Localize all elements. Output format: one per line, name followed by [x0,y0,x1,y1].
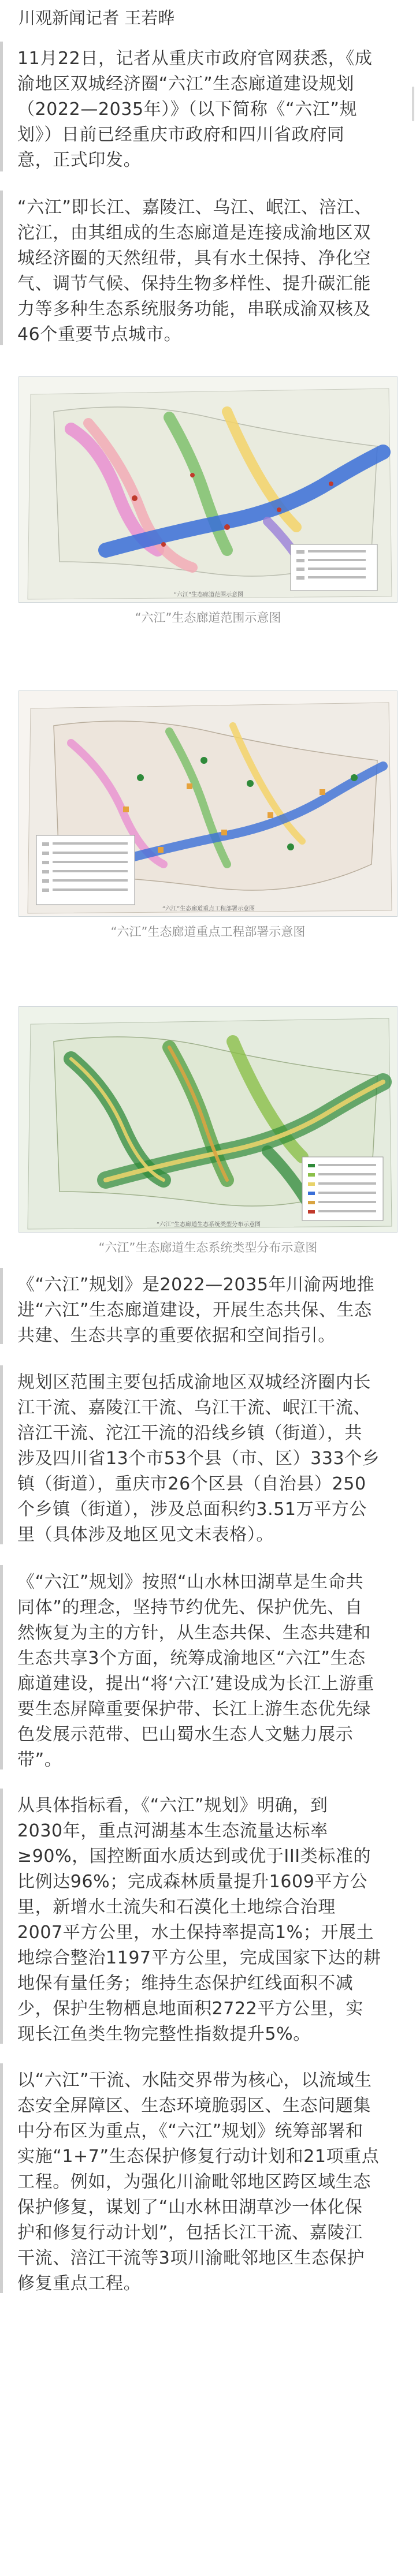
article-paragraph [0,1789,416,2044]
paragraph-line: 进“六江”生态廊道建设，开展生态共保、生态 [17,1300,372,1320]
paragraph-left-bar [0,1565,3,1769]
paragraph-line: 意，正式印发。 [17,150,142,170]
paragraph-line: 实施“1+7”生态保护修复行动计划和21项重点 [17,2146,380,2167]
paragraph-line: 11月22日，记者从重庆市政府官网获悉，《成 [17,48,373,69]
figure-caption: “六江”生态廊道重点工程部署示意图 [110,925,306,939]
paragraph-line: 中分布区为重点，《“六江”规划》统筹部署和 [17,2121,363,2141]
paragraph-line: 渝地区双城经济圈“六江”生态廊道建设规划 [17,74,355,94]
map-inline-label: “六江”生态廊道生态系统类型分布示意图 [156,1222,261,1228]
paragraph-left-bar [0,1268,3,1344]
paragraph-line: 划》）日前已经重庆市政府和四川省政府同 [17,125,345,145]
paragraph-line: 46个重要节点城市。 [17,324,182,345]
paragraph-left-bar [0,2063,3,2293]
figure-caption: “六江”生态廊道范围示意图 [135,611,281,625]
paragraph-line: 气、调节气候、保持生物多样性、提升碳汇能 [17,274,371,294]
paragraph-line: （2022—2035年）》（以下简称《“六江”规 [17,99,358,120]
paragraph-line: 现长江鱼类生物完整性指数提升5%。 [17,2024,311,2044]
key-projects-map [19,691,398,917]
paragraph-line: 镇（街道），重庆市26个区县（自治县）250 [17,1474,366,1494]
paragraph-line: 以“六江”干流、水陆交界带为核心，以流域生 [17,2070,372,2090]
paragraph-line: ≥90%，国控断面水质达到或优于III类标准的 [17,1846,372,1866]
paragraph-line: 2030年，重点河湖基本生态流量达标率 [17,1821,328,1841]
paragraph-line: 保护修复，谋划了“山水林田湖草沙一体化保 [17,2197,363,2217]
paragraph-line: 《“六江”规划》按照“山水林田湖草是生命共 [17,1572,364,1592]
paragraph-line: 个乡镇（街道），涉及总面积约3.51万平方公 [17,1499,367,1520]
paragraph-line: 共建、生态共享的重要依据和空间指引。 [17,1326,336,1346]
paragraph-line: 生态共享3个方面，统筹成渝地区“六江”生态 [17,1648,366,1668]
paragraph-left-bar [0,1365,3,1544]
map-inline-label: “六江”生态廊道范围示意图 [173,592,244,598]
paragraph-left-bar [0,191,3,345]
paragraph-line: 地综合整治1197平方公里，完成国家下达的耕 [17,1948,381,1968]
paragraph-line: 涪江干流、沱江干流的沿线乡镇（街道），共 [17,1423,362,1443]
article-paragraph [0,2063,416,2293]
paragraph-line: 2007平方公里，水土保持率提高1%；开展土 [17,1922,374,1943]
paragraph-line: 涉及四川省13个市53个县（市、区）333个乡 [17,1448,380,1469]
article-paragraph [0,42,416,171]
paragraph-line: 江干流、嘉陵江干流、乌江干流、岷江干流、 [17,1398,371,1418]
article-paragraph [0,1268,416,1344]
paragraph-line: 态安全屏障区、生态环境脆弱区、生态问题集 [17,2096,371,2116]
paragraph-line: 规划区范围主要包括成渝地区双城经济圈内长 [17,1372,371,1392]
paragraph-line: 工程。例如，为强化川渝毗邻地区跨区域生态 [17,2172,371,2192]
corridor-range-map [19,377,398,603]
figure-caption: “六江”生态廊道生态系统类型分布示意图 [98,1241,318,1255]
paragraph-line: 沱江，由其组成的生态廊道是连接成渝地区双 [17,223,371,243]
byline: 川观新闻记者 王若晔 [18,8,175,28]
paragraph-line: 城经济圈的天然纽带，具有水土保持、净化空 [17,248,371,268]
paragraph-line: 《“六江”规划》是2022—2035年川渝两地推 [17,1275,375,1295]
paragraph-line: 带”。 [17,1750,62,1770]
paragraph-line: 地保有量任务；维持生态保护红线面积不减 [17,1973,354,1993]
paragraph-line: 干流、涪江干流等3项川渝毗邻地区生态保护 [17,2248,365,2268]
map-image[interactable] [18,1006,398,1233]
article-paragraph [0,1365,416,1544]
paragraph-left-bar [0,42,3,171]
figure-key-projects [18,690,398,940]
article-paragraph [0,1565,416,1769]
paragraph-line: 修复重点工程。 [17,2273,142,2294]
paragraph-line: 要生态屏障重要保护带、长江上游生态优先绿 [17,1699,371,1719]
paragraph-left-bar [0,1789,3,2044]
paragraph-line: 少，保护生物栖息地面积2722平方公里，实 [17,1999,363,2019]
paragraph-line: 里，新增水土流失和石漠化土地综合治理 [17,1897,336,1917]
figure-ecosystem-types [18,1006,398,1256]
paragraph-line: 从具体指标看，《“六江”规划》明确，到 [17,1795,328,1816]
paragraph-line: 护和修复行动计划”，包括长江干流、嘉陵江 [17,2223,363,2243]
paragraph-line: 然恢复为主的方针，从生态共保、生态共建和 [17,1623,371,1643]
ecosystem-types-map [19,1007,398,1233]
paragraph-line: 廊道建设，提出“将‘六江’建设成为长江上游重 [17,1674,374,1694]
map-image[interactable] [18,690,398,917]
figure-corridor-range [18,376,398,626]
article-paragraph [0,191,416,345]
paragraph-line: 里（具体涉及地区见文末表格）。 [17,1525,274,1545]
paragraph-line: 比例达96%；完成森林质量提升1609平方公 [17,1872,368,1892]
paragraph-line: 力等多种生态系统服务功能，串联成渝双核及 [17,299,371,319]
paragraph-line: “六江”即长江、嘉陵江、乌江、岷江、涪江、 [17,197,372,218]
map-inline-label: “六江”生态廊道重点工程部署示意图 [162,906,255,912]
paragraph-line: 色发展示范带、巴山蜀水生态人文魅力展示 [17,1724,354,1745]
paragraph-line: 同体”的理念，坚持节约优先、保护优先、自 [17,1597,363,1618]
map-image[interactable] [18,376,398,603]
